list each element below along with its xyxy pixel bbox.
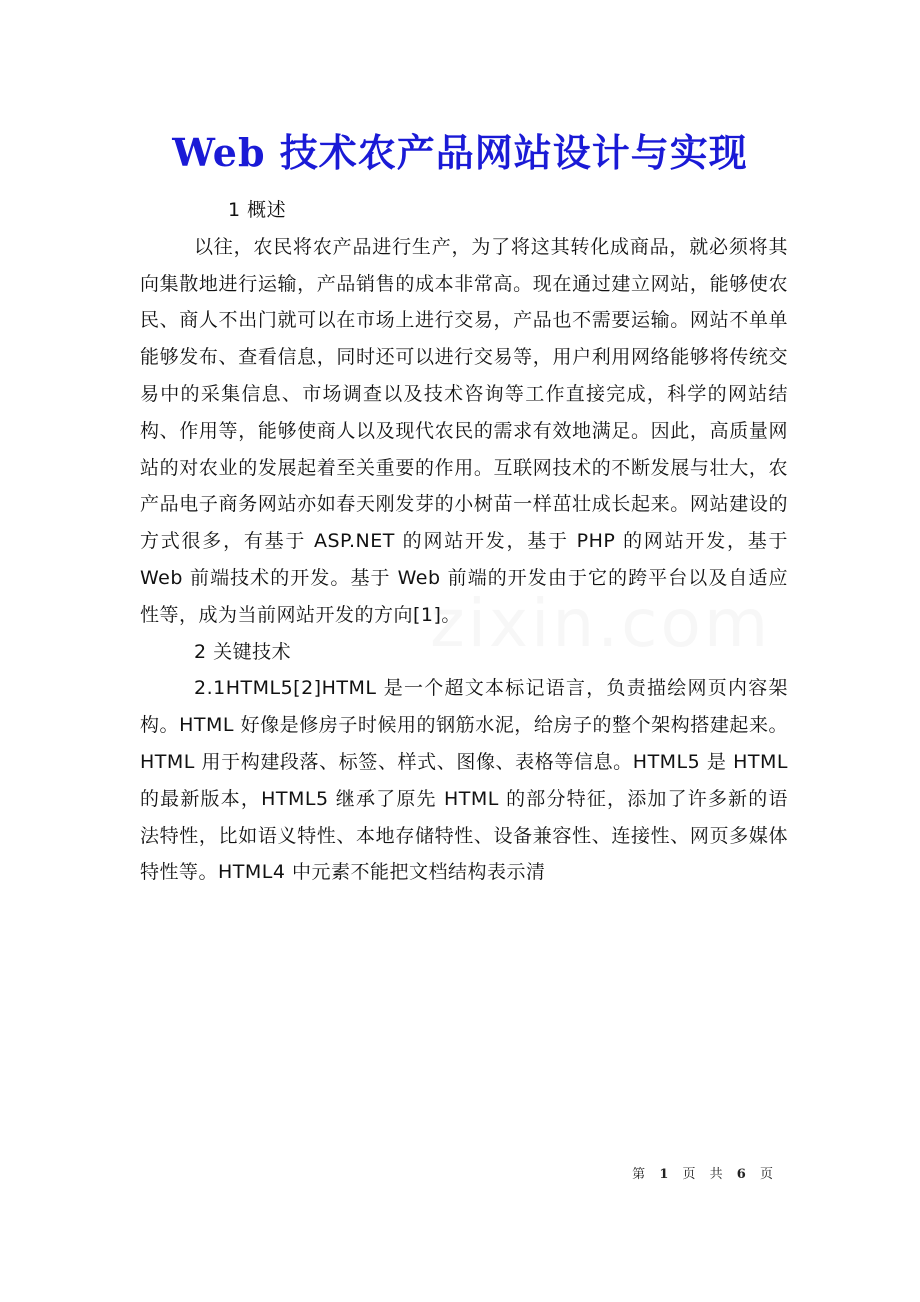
page-footer — [632, 1163, 778, 1182]
footer-page-total: 6 — [736, 1167, 751, 1182]
section-heading-key-tech: 2 关键技术 — [194, 640, 292, 663]
section-heading-overview: 1 概述 — [228, 199, 287, 221]
paragraph-html5: 2.1HTML5[2]HTML 是一个超文本标记语言，负责描绘网页内容架构。HTML 好像是修房子时候用的钢筋水泥，给房子的整个架构搭建起来。HTML 用于构建段落、标签、样式、图像、表格等信息。HTML5 是 HTML 的最新版本，HTML5 继承了原先 HTML 的部分特征，添加了许多新的语法特性，比如语义特性、本地存储特性、设备兼容性、连接性、网页多媒体特性等。HTML4 中元素不能把文档结构表示清 — [140, 677, 788, 884]
document-title: Web 技术农产品网站设计与实现 — [172, 130, 748, 175]
watermark: zixin.com — [430, 585, 772, 662]
footer-suffix: 页 — [759, 1167, 778, 1182]
footer-page-current: 1 — [659, 1167, 674, 1182]
footer-middle: 页 共 — [682, 1167, 728, 1182]
paragraph-overview: 以往，农民将农产品进行生产，为了将这其转化成商品，就必须将其向集散地进行运输，产品销售的成本非常高。现在通过建立网站，能够使农民、商人不出门就可以在市场上进行交易，产品也不需要运输。网站不单单能够发布、查看信息，同时还可以进行交易等，用户利用网络能够将传统交易中的采集信息、市场调查以及技术咨询等工作直接完成，科学的网站结构、作用等，能够使商人以及现代农民的需求有效地满足。因此，高质量网站的对农业的发展起着至关重要的作用。互联网技术的不断发展与壮大，农产品电子商务网站亦如春天刚发芽的小树苗一样茁壮成长起来。网站建设的方式很多，有基于 ASP.NET 的网站开发，基于 PHP 的网站开发，基于 Web 前端技术的开发。基于 Web 前端的开发由于它的跨平台以及自适应性等，成为当前网站开发的方向[1]。 — [140, 235, 788, 626]
document-body — [140, 192, 788, 891]
footer-prefix: 第 — [632, 1167, 651, 1182]
